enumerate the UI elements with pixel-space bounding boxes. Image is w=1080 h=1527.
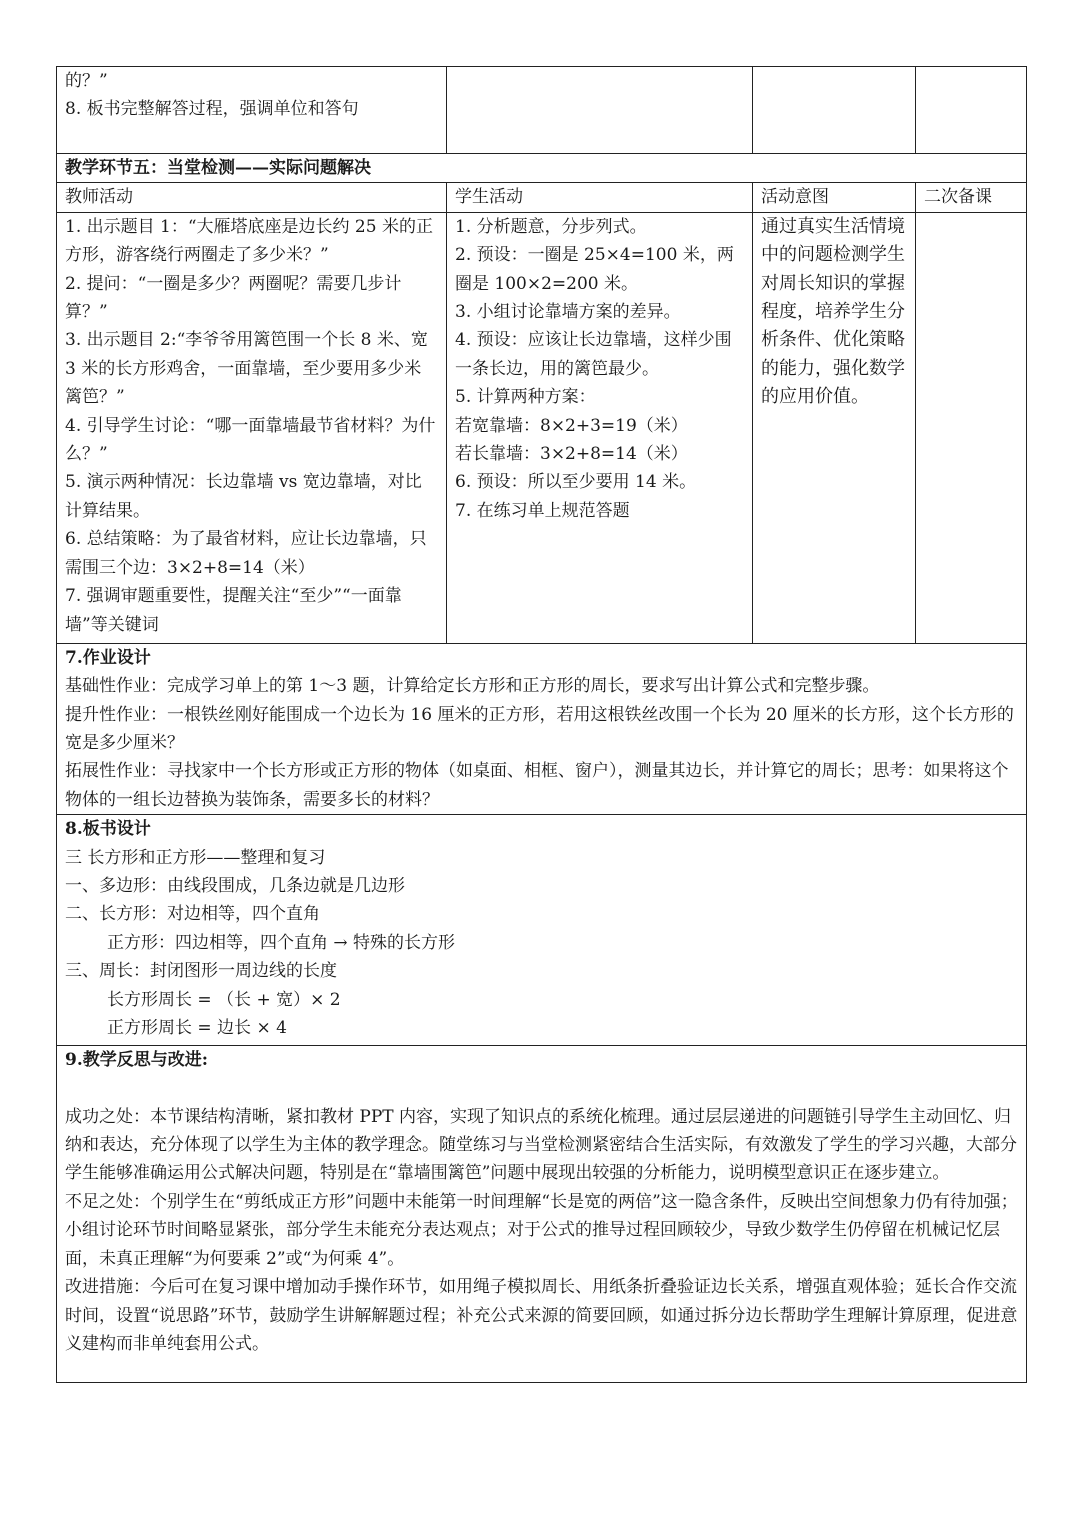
reflection-success: 成功之处：本节课结构清晰，紧扣教材 PPT 内容，实现了知识点的系统化梳理。通过层层递进的问题链引导学生主动回忆、归纳和表达，充分体现了以学生为主体的教学理念。随堂练习与当堂检测紧密结合生活实际，有效激发了学生的学习兴趣，大部分学生能够准确运用公式解决问题，特别是在“靠墙围篱笆”问题中展现出较强的分析能力，说明模型意识正在逐步建立。 — [65, 1106, 1017, 1184]
homework-basic: 基础性作业：完成学习单上的第 1～3 题，计算给定长方形和正方形的周长，要求写出计算公式和完整步骤。 — [65, 676, 880, 697]
teacher-item: 7. 强调审题重要性，提醒关注“至少”“一面靠墙”等关键词 — [65, 586, 402, 635]
reflection-row — [57, 1046, 1027, 1383]
board-design-row — [57, 815, 1027, 1046]
board-line: 正方形：四边相等，四个直角 → 特殊的长方形 — [107, 932, 456, 953]
lesson-plan-page — [56, 66, 1026, 1383]
header-teacher: 教师活动 — [57, 183, 447, 212]
reflection-title: 9.教学反思与改进: — [65, 1050, 209, 1071]
section5-title-row — [57, 154, 1027, 183]
board-formula: 长方形周长 = （长 + 宽）× 2 — [107, 989, 341, 1010]
student-item: 5. 计算两种方案： — [455, 387, 596, 408]
board-line: 一、多边形：由线段围成，几条边就是几边形 — [65, 876, 405, 897]
student-item: 4. 预设：应该让长边靠墙，这样少围一条长边，用的篱笆最少。 — [455, 330, 732, 379]
board-title: 8.板书设计 — [65, 819, 151, 840]
reflection-cell — [57, 1046, 1027, 1383]
teacher-item: 3. 出示题目 2:“李爷爷用篱笆围一个长 8 米、宽 3 米的长方形鸡舍，一面靠墙，至少要用多少米篱笆？” — [65, 330, 434, 408]
text-line: 的？” — [65, 71, 108, 91]
column-header-row — [57, 183, 1027, 212]
teacher-item: 2. 提问：“一圈是多少？两圈呢？需要几步计算？” — [65, 273, 402, 323]
board-line: 二、长方形：对边相等，四个直角 — [65, 904, 320, 925]
reflection-shortcoming: 不足之处：个别学生在“剪纸成正方形”问题中未能第一时间理解“长是宽的两倍”这一隐含条件，反映出空间想象力仍有待加强；小组讨论环节时间略显紧张，部分学生未能充分表达观点；对于公式的推导过程回顾较少，导致少数学生仍停留在机械记忆层面，未真正理解“为何要乘 2”或“为何乘 4”。 — [65, 1191, 1018, 1269]
revision-cell — [916, 212, 1027, 643]
prev-teacher-cell — [57, 67, 447, 154]
student-item: 若宽靠墙：8×2+3=19（米） — [455, 415, 688, 436]
prev-student-cell — [447, 67, 753, 154]
teacher-item: 1. 出示题目 1：“大雁塔底座是边长约 25 米的正方形，游客绕行两圈走了多少米？” — [65, 216, 433, 266]
previous-section-row — [57, 67, 1027, 154]
student-item: 3. 小组讨论靠墙方案的差异。 — [455, 302, 681, 323]
activity-intent-cell: 通过真实生活情境中的问题检测学生对周长知识的掌握程度，培养学生分析条件、优化策略的能力，强化数学的应用价值。 — [753, 212, 916, 643]
teacher-activity-cell — [57, 212, 447, 643]
student-activity-cell — [447, 212, 753, 643]
reflection-improvement: 改进措施：今后可在复习课中增加动手操作环节，如用绳子模拟周长、用纸条折叠验证边长关系，增强直观体验；延长合作交流时间，设置“说思路”环节，鼓励学生讲解解题过程；补充公式来源的简要回顾，如通过拆分边长帮助学生理解计算原理，促进意义建构而非单纯套用公式。 — [65, 1277, 1018, 1354]
prev-intent-cell — [753, 67, 916, 154]
homework-advanced: 提升性作业：一根铁丝刚好能围成一个边长为 16 厘米的正方形，若用这根铁丝改围一个长为 20 厘米的长方形，这个长方形的宽是多少厘米？ — [65, 704, 1014, 754]
homework-section-row — [57, 643, 1027, 814]
student-item: 1. 分析题意，分步列式。 — [455, 216, 647, 237]
header-revision: 二次备课 — [916, 183, 1027, 212]
student-item: 6. 预设：所以至少要用 14 米。 — [455, 472, 697, 493]
board-line: 三、周长：封闭图形一周边线的长度 — [65, 961, 337, 982]
teacher-item: 5. 演示两种情况：长边靠墙 vs 宽边靠墙，对比计算结果。 — [65, 472, 422, 521]
text-line: 8. 板书完整解答过程，强调单位和答句 — [65, 99, 359, 120]
student-item: 7. 在练习单上规范答题 — [455, 500, 630, 521]
board-design-cell — [57, 815, 1027, 1046]
header-student: 学生活动 — [447, 183, 753, 212]
homework-cell — [57, 643, 1027, 814]
prev-revision-cell — [916, 67, 1027, 154]
board-line: 三 长方形和正方形——整理和复习 — [65, 847, 326, 868]
header-intent: 活动意图 — [753, 183, 916, 212]
homework-extension: 拓展性作业：寻找家中一个长方形或正方形的物体（如桌面、相框、窗户），测量其边长，并计算它的周长；思考：如果将这个物体的一组长边替换为装饰条，需要多长的材料？ — [65, 761, 1009, 810]
section5-content-row — [57, 212, 1027, 643]
lesson-plan-table — [56, 66, 1027, 1383]
section5-title: 教学环节五：当堂检测——实际问题解决 — [57, 154, 1027, 183]
homework-title: 7.作业设计 — [65, 647, 151, 668]
student-item: 2. 预设：一圈是 25×4=100 米，两圈是 100×2=200 米。 — [455, 245, 734, 294]
teacher-item: 4. 引导学生讨论：“哪一面靠墙最节省材料？为什么？” — [65, 415, 436, 465]
student-item: 若长靠墙：3×2+8=14（米） — [455, 444, 688, 465]
teacher-item: 6. 总结策略：为了最省材料，应让长边靠墙，只需围三个边：3×2+8=14（米） — [65, 529, 427, 578]
board-formula: 正方形周长 = 边长 × 4 — [107, 1018, 287, 1039]
spacer — [65, 1075, 1018, 1103]
